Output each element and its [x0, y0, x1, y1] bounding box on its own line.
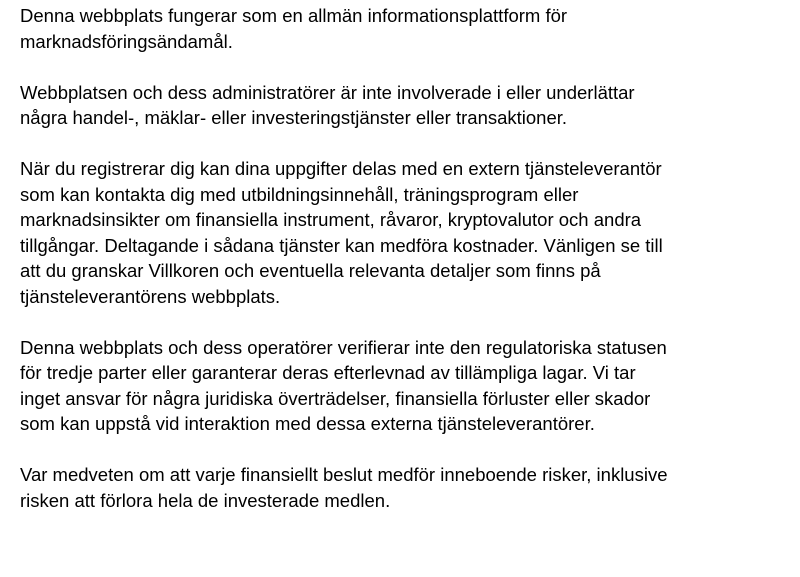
text-line: marknadsföringsändamål.: [20, 30, 233, 52]
paragraph-regulatory-status: [20, 335, 790, 437]
text-line: När du registrerar dig kan dina uppgifter delas med en extern tjänsteleverantör: [20, 158, 662, 179]
text-line: tillgångar. Deltagande i sådana tjänster kan medföra kostnader. Vänligen se till: [20, 234, 663, 256]
text-line: några handel-, mäklar- eller investeringstjänster eller transaktioner.: [20, 107, 568, 128]
text-line: Var medveten om att varje finansiellt beslut medför inneboende risker, inklusive: [20, 464, 668, 485]
text-line: marknadsinsikter om finansiella instrument, råvaror, kryptovalutor och andra: [20, 209, 642, 230]
text-line: Denna webbplats fungerar som en allmän informationsplattform för: [20, 5, 568, 26]
paragraph-risk-warning: [20, 462, 790, 513]
paragraph-general-info: [20, 3, 790, 54]
text-line: som kan kontakta dig med utbildningsinnehåll, träningsprogram eller: [20, 183, 579, 205]
text-line: risken att förlora hela de investerade medlen.: [20, 489, 391, 511]
paragraph-data-sharing: [20, 156, 790, 309]
text-line: tjänsteleverantörens webbplats.: [20, 285, 281, 307]
text-line: Webbplatsen och dess administratörer är inte involverade i eller underlättar: [20, 81, 635, 103]
text-line: för tredje parter eller garanterar deras efterlevnad av tillämpliga lagar. Vi tar: [20, 362, 636, 383]
text-line: som kan uppstå vid interaktion med dessa externa tjänsteleverantörer.: [20, 413, 595, 434]
disclaimer-text: [20, 3, 790, 539]
text-line: att du granskar Villkoren och eventuella relevanta detaljer som finns på: [20, 260, 601, 281]
text-line: Denna webbplats och dess operatörer verifierar inte den regulatoriska statusen: [20, 336, 667, 358]
paragraph-no-trading-services: [20, 80, 790, 131]
text-line: inget ansvar för några juridiska överträdelser, finansiella förluster eller skador: [20, 387, 651, 409]
